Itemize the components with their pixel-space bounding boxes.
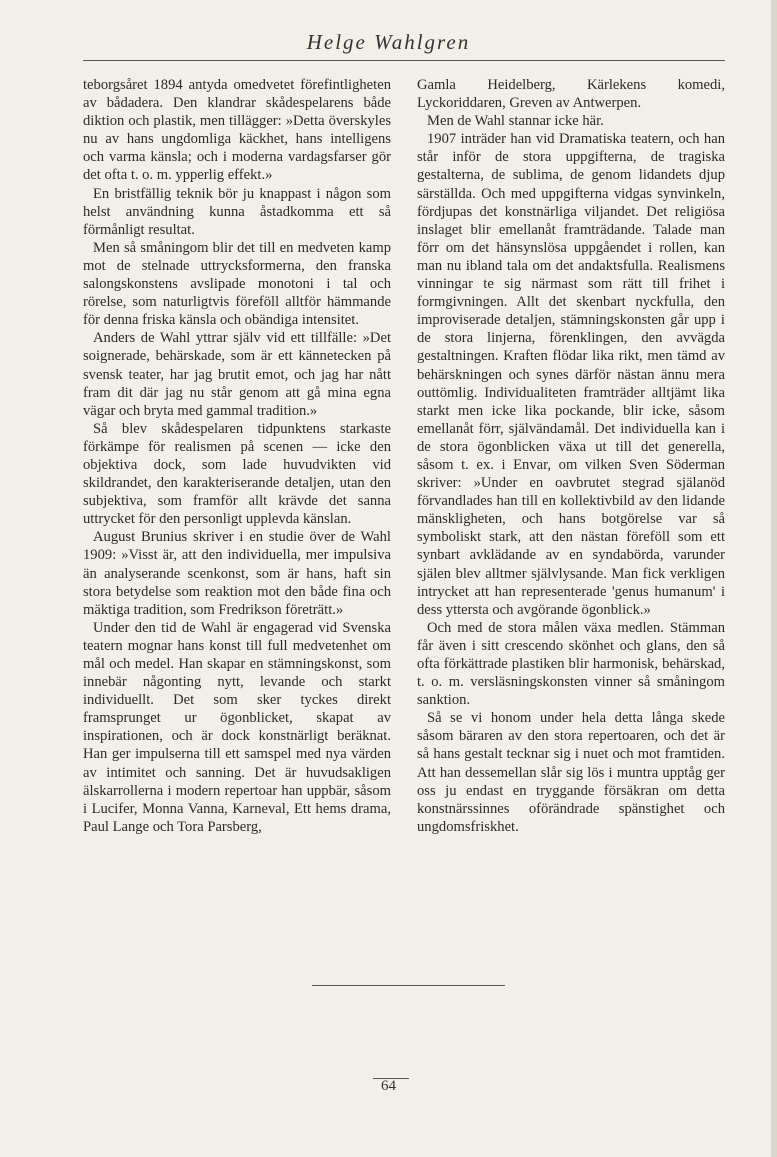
page-number: 64 [381, 1078, 396, 1094]
text-columns [83, 76, 725, 836]
paragraph: 1907 inträder han vid Dramatiska teatern, och han står inför de stora uppgifterna, de tragiska gestalterna, de sublima, de genom lidandets djup särställda. Och med uppgifterna vidgas synvinkeln, fördjupas det konstnärliga viljandet. Det religiösa inslaget blir emellanåt framträdande. Talade man förr om det hänsynslösa uppgåendet i rollen, kan man nu ibland tala om det andaktsfulla. Realismens vinningar te sig närmast som rätt till frihet i formgivningen. Allt det skenbart nyckfulla, den improviserade detaljen, stämningskonsten går upp i de stora linjerna, förenklingen, den avvägda gestaltningen. Kraften flödar lika rikt, men tämd av behärskningen och synes därför nästan ännu mera outtömlig. Individualiteten framträder alltjämt lika starkt men icke lika pockande, blir icke, såsom emellanåt förr, självändamål. Det individuella kan i de stora ögonblicken växa ut till det generella, såsom t. ex. i Envar, om vilken Sven Söderman skriver: »Under en oavbrutet stegrad själanöd förvandlades han till en kollektivbild av den lidande mänskligheten, och hans botgörelse var så symboliskt stark, att den nästan föreföll som ett synbart avklädande av en syndabörda, varunder själen blev alltmer självlysande. Man fick verkligen intrycket att han representerade 'genus humanum' i dess yttersta och avgörande ögonblick.» [417, 131, 725, 618]
paragraph: Gamla Heidelberg, Kärlekens komedi, Lyckoriddaren, Greven av Antwerpen. [417, 77, 725, 112]
page-edge [771, 0, 777, 1157]
paragraph: Så blev skådespelaren tidpunktens starkaste förkämpe för realismen på scenen — icke den objektiva dock, som lade huvudvikten vid skildrandet, den karakteriserande detaljen, utan den subjektiva, som framför allt krävde det sanna uttrycket för den personligt upplevda känslan. [83, 420, 391, 528]
paragraph: Under den tid de Wahl är engagerad vid Svenska teatern mognar hans konst till full medvetenhet om mål och medel. Han skapar en stämningskonst, som innebär någonting nytt, levande och starkt individuellt. Det som sker tyckes direkt framsprunget ur ögonblicket, skapat av inspirationen, och är dock konstnärligt beräknat. Han ger impulserna till ett samspel med nya värden av intimitet och sanning. Det är huvudsakligen älskarrollerna i modern repertoar han uppbär, såsom i Lucifer, Monna Vanna, Karneval, Ett hems drama, Paul Lange och Tora Parsberg, [83, 619, 391, 835]
paragraph: Så se vi honom under hela detta långa skede såsom bäraren av den stora repertoaren, och det är så hans gestalt tecknar sig i nuet och mot framtiden. Att han dessemellan slår sig lös i muntra upptåg ger oss ju endast en tryggande försäkran om detta konstnärssinnes oförändrade spänstighet och ungdomsfriskhet. [417, 710, 725, 835]
left-column [83, 76, 391, 836]
paragraph: August Brunius skriver i en studie över de Wahl 1909: »Visst är, att den individuella, mer impulsiva än analyserande scenkonst, som är hans, haft sin stora betydelse som reaktion mot den både fina och mäktiga tradition, som Fredrikson företrätt.» [83, 529, 391, 618]
running-head: Helge Wahlgren [306, 30, 471, 54]
paragraph: Men så småningom blir det till en medveten kamp mot de stelnade uttrycksformerna, den franska salongskonstens avslipade monotoni i tal och rörelse, som naturligtvis föreföll alltför hämmande för denna friska känsla och obändiga intensitet. [83, 239, 391, 329]
paragraph: Och med de stora målen växa medlen. Stämman får även i sitt crescendo skönhet och glans, den så ofta förkättrade plastiken blir harmonisk, behärskad, t. o. m. versläsningskonsten vinner så småningom sanktion. [417, 619, 725, 709]
paragraph: teborgsåret 1894 antyda omedvetet förefintligheten av bådadera. Den klandrar skådespelarens både diktion och plastik, men tillägger: »Detta överskyles nu av hans ungdomliga käckhet, hans intelligens och varma känsla; och i moderna vardagsfarser gör det ofta t. o. m. ypperlig effekt.» [83, 77, 391, 184]
paragraph: En bristfällig teknik bör ju knappast i någon som helst användning kunna åstadkomma ett så förmånligt resultat. [83, 185, 391, 238]
paragraph: Anders de Wahl yttrar själv vid ett tillfälle: »Det soignerade, behärskade, som är ett kännetecken på svensk teater, har jag brutit emot, och jag har nått fram dit där jag nu står genom att gå mina egna vägar och bryta med gammal tradition.» [83, 330, 391, 419]
paragraph: Men de Wahl stannar icke här. [427, 113, 604, 130]
section-end-rule [312, 985, 505, 986]
right-column [417, 76, 725, 836]
header-rule [83, 60, 725, 61]
